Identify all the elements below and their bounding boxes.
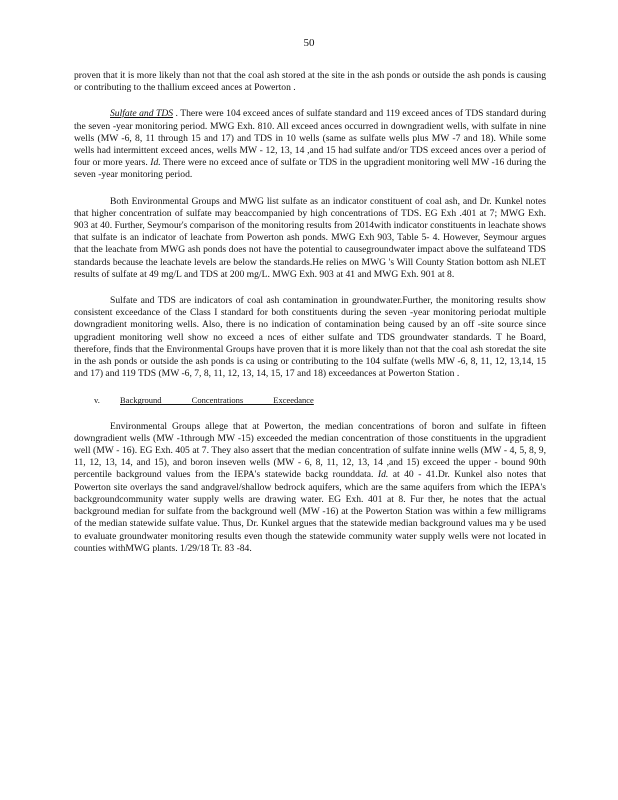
section-title: Background Concentrations Exceedance (120, 395, 314, 406)
paragraph-text: Sulfate and TDS are indicators of coal ash contamination in groundwater.Further, the monitoring results show consistent exceedance of the Class I standard for both constituents during the seven -year monitoring periodat multiple downgradient monitoring wells. Also, there is no indication of contamination being caused by an off -site source since upgradient monitoring well show no exceed a nces of either sulfate and TDS groundwater standards. T he Board, therefore, finds that the Environmental Groups have proven that it is more likely than not that the coal ash storedat the site in the ash ponds or outside the ash ponds is ca using or contributing to the 104 sulfate (wells MW -6, 8, 11, 12, 13,14, 15 and 17) and 119 TDS (MW -6, 7, 8, 11, 12, 13, 14, 15, 17 and 18) exceedances at Powerton Station . (74, 295, 546, 380)
paragraph-sulfate-tds (74, 108, 546, 181)
subheading-sulfate-tds: Sulfate and TDS (110, 108, 174, 120)
paragraph-indicator-constituent (74, 196, 546, 281)
citation-id: Id. (150, 157, 161, 169)
section-number: v. (94, 395, 100, 406)
paragraph-background-concentrations (74, 421, 546, 555)
paragraph-text: at 40 - 41.Dr. Kunkel also notes that Powerton site overlays the sand andgravel/shallow bedrock aquifers, which are the same aquifers from which the IEPA's backgroundcommunity water supply wells are drawing water. EG Exh. 401 at 8. Fur ther, he notes that the actual background median for sulfate from the background well (MW -16) at the Powerton Station was within a few milligrams of the median statewide sulfate value. Thus, Dr. Kunkel argues that the statewide median background values ma y be used to evaluate groundwater monitoring results even though the statewide community water supply wells were not located in counties withMWG plants. 1/29/18 Tr. 83 -84. (74, 469, 546, 554)
document-body (74, 70, 546, 569)
paragraph-text: proven that it is more likely than not that the coal ash stored at the site in the ash ponds or outside the ash ponds is causing or contributing to the thallium exceed ances at Powerton . (74, 70, 546, 94)
citation-id: Id. (377, 469, 389, 481)
section-heading (74, 394, 546, 406)
paragraph-text: . There were 104 exceed ances of sulfate standard and 119 exceed ances of TDS standard during the seven -year monitoring period. MWG Exh. 810. All exceed ances occurred in downgradient wells, with sulfate in nine wells (MW -6, 8, 11 through 15 and 17) and TDS in 10 wells (same as sulfate wells plus MW -7 and 18). While some wells had intermittent exceed ances, wells MW - 12, 13, 14 ,and 15 had sulfate and/or TDS exceed ances over a period of four or more years. (74, 108, 546, 169)
paragraph-text: Environmental Groups allege that at Powerton, the median concentrations of boron and sulfate in fifteen downgradient wells (MW -1through MW -15) exceeded the median concentration of those constituents in the upgradient well (MW - 16). EG Exh. 405 at 7. They also assert that the median concentration of sulfate innine wells (MW - 4, 5, 8, 9, 11, 12, 13, 14, and 15), and boron inseven wells (MW - 6, 8, 11, 12, 13, 14 ,and 15) exceed the upper - bound 90th percentile background values from the IEPA's statewide backg rounddata. (74, 420, 546, 481)
paragraph-text: Both Environmental Groups and MWG list sulfate as an indicator constituent of coal ash, and Dr. Kunkel notes that higher concentration of sulfate may beaccompanied by high concentrations of TDS. EG Exh .401 at 7; MWG Exh. 903 at 40. Further, Seymour's comparison of the monitoring results from 2014with indicator constituents in leachate shows that sulfate is an indicator of leachate from Powerton ash ponds. MWG Exh 903, Table 5- 4. However, Seymour argues that the leachate from MWG ash ponds does not have the potential to causegroundwater impact above the sulfateand TDS standards because the leachate levels are below the standards.He relies on MWG 's Will County Station bottom ash NLET results of sulfate at 49 mg/L and TDS at 200 mg/L. MWG Exh. 903 at 41 and MWG Exh. 901 at 8. (74, 195, 546, 280)
paragraph-text: There were no exceed ance of sulfate or TDS in the upgradient monitoring well MW -16 during the seven -year monitoring period. (74, 157, 546, 181)
paragraph-board-finding (74, 295, 546, 380)
paragraph-thallium-conclusion (74, 70, 546, 94)
page-number: 50 (303, 37, 315, 49)
